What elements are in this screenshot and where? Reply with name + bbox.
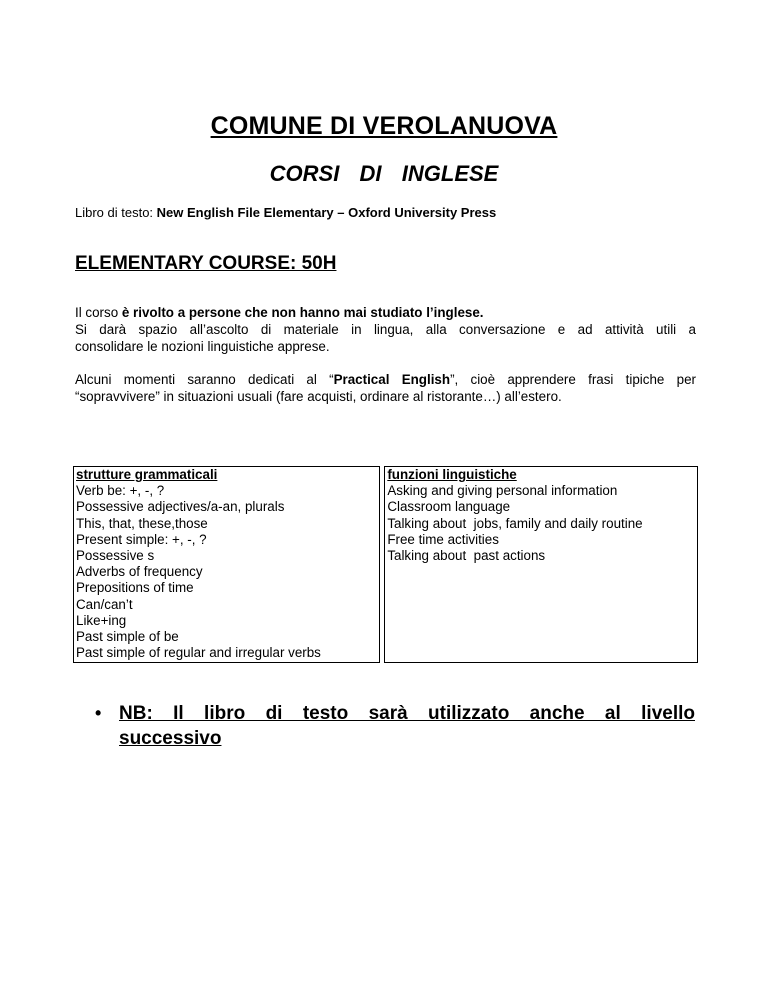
grammar-item: Adverbs of frequency <box>76 564 203 580</box>
function-item: Classroom language <box>387 499 511 515</box>
grammar-item: Possessive s <box>76 548 155 564</box>
grammar-item: Like+ing <box>76 612 127 628</box>
page-title: COMUNE DI VEROLANUOVA <box>210 112 558 140</box>
textbook-value: New English File Elementary – Oxford University Press <box>156 205 497 220</box>
course-description <box>75 304 696 355</box>
para2-bold: Practical English <box>333 372 451 387</box>
course-heading: ELEMENTARY COURSE: 50H <box>75 253 337 274</box>
bullet-icon: • <box>95 703 102 723</box>
grammar-item: Possessive adjectives/a-an, plurals <box>76 499 285 515</box>
para2-prefix: Alcuni momenti saranno dedicati al “ <box>75 372 334 387</box>
textbook-line <box>75 205 496 220</box>
practical-english-paragraph <box>75 371 696 405</box>
grammar-item: Past simple of be <box>76 629 179 645</box>
grammar-item: Present simple: +, -, ? <box>76 531 207 547</box>
function-item: Talking about jobs, family and daily routine <box>387 515 643 531</box>
nb-text <box>119 701 695 751</box>
function-item: Asking and giving personal information <box>387 483 618 499</box>
grammar-item: This, that, these,those <box>76 515 208 531</box>
para2-line1 <box>75 371 696 388</box>
nb-line1: NB: Il libro di testo sarà utilizzato anche al livello <box>119 703 695 724</box>
subtitle-text: CORSI DI INGLESE <box>269 161 499 186</box>
nb-note <box>95 701 695 751</box>
nb-line2: successivo <box>119 728 222 749</box>
para1-line2: Si darà spazio all’ascolto di materiale in lingua, alla conversazione e ad attività utili a <box>75 322 696 337</box>
para1-prefix: Il corso <box>75 305 122 320</box>
syllabus-table <box>73 466 698 663</box>
grammar-item: Past simple of regular and irregular verbs <box>76 645 321 661</box>
function-item: Free time activities <box>387 531 499 547</box>
grammar-header: strutture grammaticali <box>76 467 218 482</box>
page-subtitle <box>0 161 768 187</box>
para1-line3: consolidare le nozioni linguistiche apprese. <box>75 339 330 354</box>
grammar-structures-cell <box>74 467 380 663</box>
para2-suffix: ”, cioè apprendere frasi tipiche per <box>450 372 696 387</box>
language-functions-cell <box>385 467 698 663</box>
grammar-item: Verb be: +, -, ? <box>76 483 165 499</box>
para2-line2: “sopravvivere” in situazioni usuali (fare acquisti, ordinare al ristorante…) all’estero. <box>75 389 562 404</box>
functions-header: funzioni linguistiche <box>387 467 517 482</box>
para1-bold: è rivolto a persone che non hanno mai studiato l’inglese. <box>121 305 484 320</box>
grammar-item: Prepositions of time <box>76 580 194 596</box>
function-item: Talking about past actions <box>387 548 546 564</box>
textbook-label: Libro di testo: <box>75 205 157 220</box>
grammar-item: Can/can’t <box>76 596 133 612</box>
table-row <box>74 467 698 663</box>
